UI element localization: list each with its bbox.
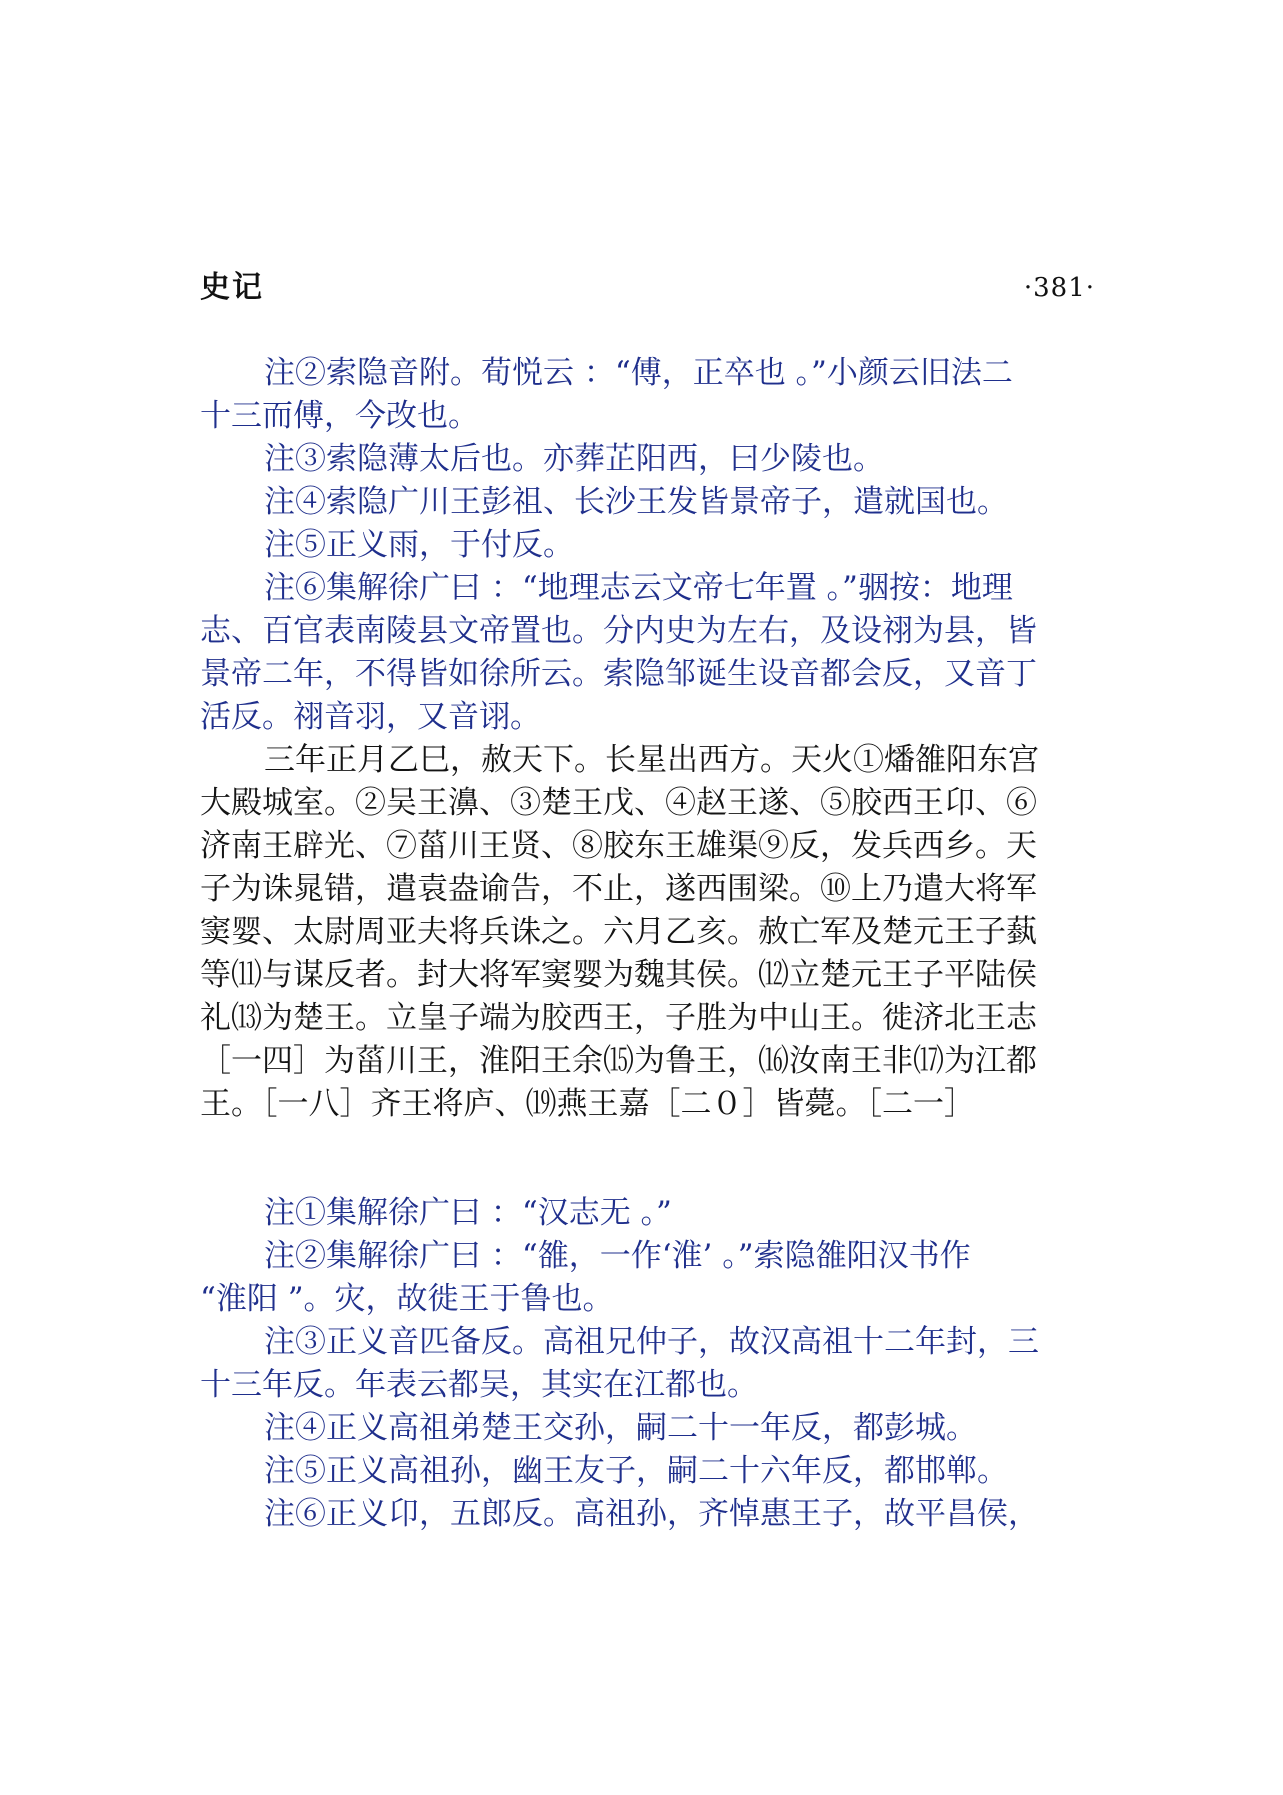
main-text-line: 礼⒀为楚王。立皇子端为胶西王，子胜为中山王。徙济北王志 [200,1000,1037,1036]
note-line: 注③正义音匹备反。高祖兄仲子，故汉高祖十二年封，三 [264,1324,1039,1360]
note-line: 注⑤正义雨，于付反。 [264,527,574,563]
note-line: 注①集解徐广曰 ：“汉志无 。” [264,1195,672,1231]
main-text-line: 大殿城室。②吴王濞、③楚王戊、④赵王遂、⑤胶西王卬、⑥ [200,785,1037,821]
note-line: 十三而傅，今改也。 [200,398,479,434]
note-line: 注⑥集解徐广曰 ：“地理志云文帝七年置 。”骃按：地理 [264,570,1013,606]
page-number: ·381· [1023,273,1095,303]
main-text-line: 窦婴、太尉周亚夫将兵诛之。六月乙亥。赦亡军及楚元王子蓺 [200,914,1037,950]
note-line: 活反。祤音羽，又音诩。 [200,699,541,735]
note-line: 注③索隐薄太后也。亦葬芷阳西，曰少陵也。 [264,441,884,477]
notes-section-top [200,352,1095,739]
note-line: 注⑤正义高祖孙，幽王友子，嗣二十六年反，都邯郸。 [264,1453,1008,1489]
note-line: 注②集解徐广曰 ：“雒，一作‘淮’ 。”索隐雒阳汉书作 [264,1238,971,1274]
note-line: “淮阳 ”。灾，故徙王于鲁也。 [200,1281,614,1317]
main-text-line: ［一四］为菑川王，淮阳王余⒂为鲁王，⒃汝南王非⒄为江都 [200,1043,1037,1079]
note-line: 注④正义高祖弟楚王交孙，嗣二十一年反，都彭城。 [264,1410,977,1446]
page-body [200,352,1095,1536]
note-line: 十三年反。年表云都吴，其实在江都也。 [200,1367,758,1403]
main-text-line: 三年正月乙巳，赦天下。长星出西方。天火①燔雒阳东宫 [264,742,1039,778]
main-text-section [200,739,1095,1126]
section-gap [200,1126,1095,1192]
note-line: 志、百官表南陵县文帝置也。分内史为左右，及设祤为县，皆 [200,613,1037,649]
main-text-line: 等⑾与谋反者。封大将军窦婴为魏其侯。⑿立楚元王子平陆侯 [200,957,1037,993]
main-text-line: 济南王辟光、⑦菑川王贤、⑧胶东王雄渠⑨反，发兵西乡。天 [200,828,1037,864]
running-title: 史记 [200,270,264,305]
note-line: 注⑥正义卬，五郎反。高祖孙，齐悼惠王子，故平昌侯， [264,1496,1039,1532]
note-line: 景帝二年，不得皆如徐所云。索隐邹诞生设音都会反，又音丁 [200,656,1037,692]
note-line: 注④索隐广川王彭祖、长沙王发皆景帝子，遣就国也。 [264,484,1008,520]
page-header [200,268,1095,308]
main-text-line: 王。［一八］齐王将庐、⒆燕王嘉［二０］皆薨。［二一］ [200,1086,975,1122]
note-line: 注②索隐音附。荀悦云 ：“傅，正卒也 。”小颜云旧法二 [264,355,1013,391]
notes-section-bottom [200,1192,1095,1536]
main-text-line: 子为诛晁错，遣袁盎谕告，不止，遂西围梁。⑩上乃遣大将军 [200,871,1037,907]
